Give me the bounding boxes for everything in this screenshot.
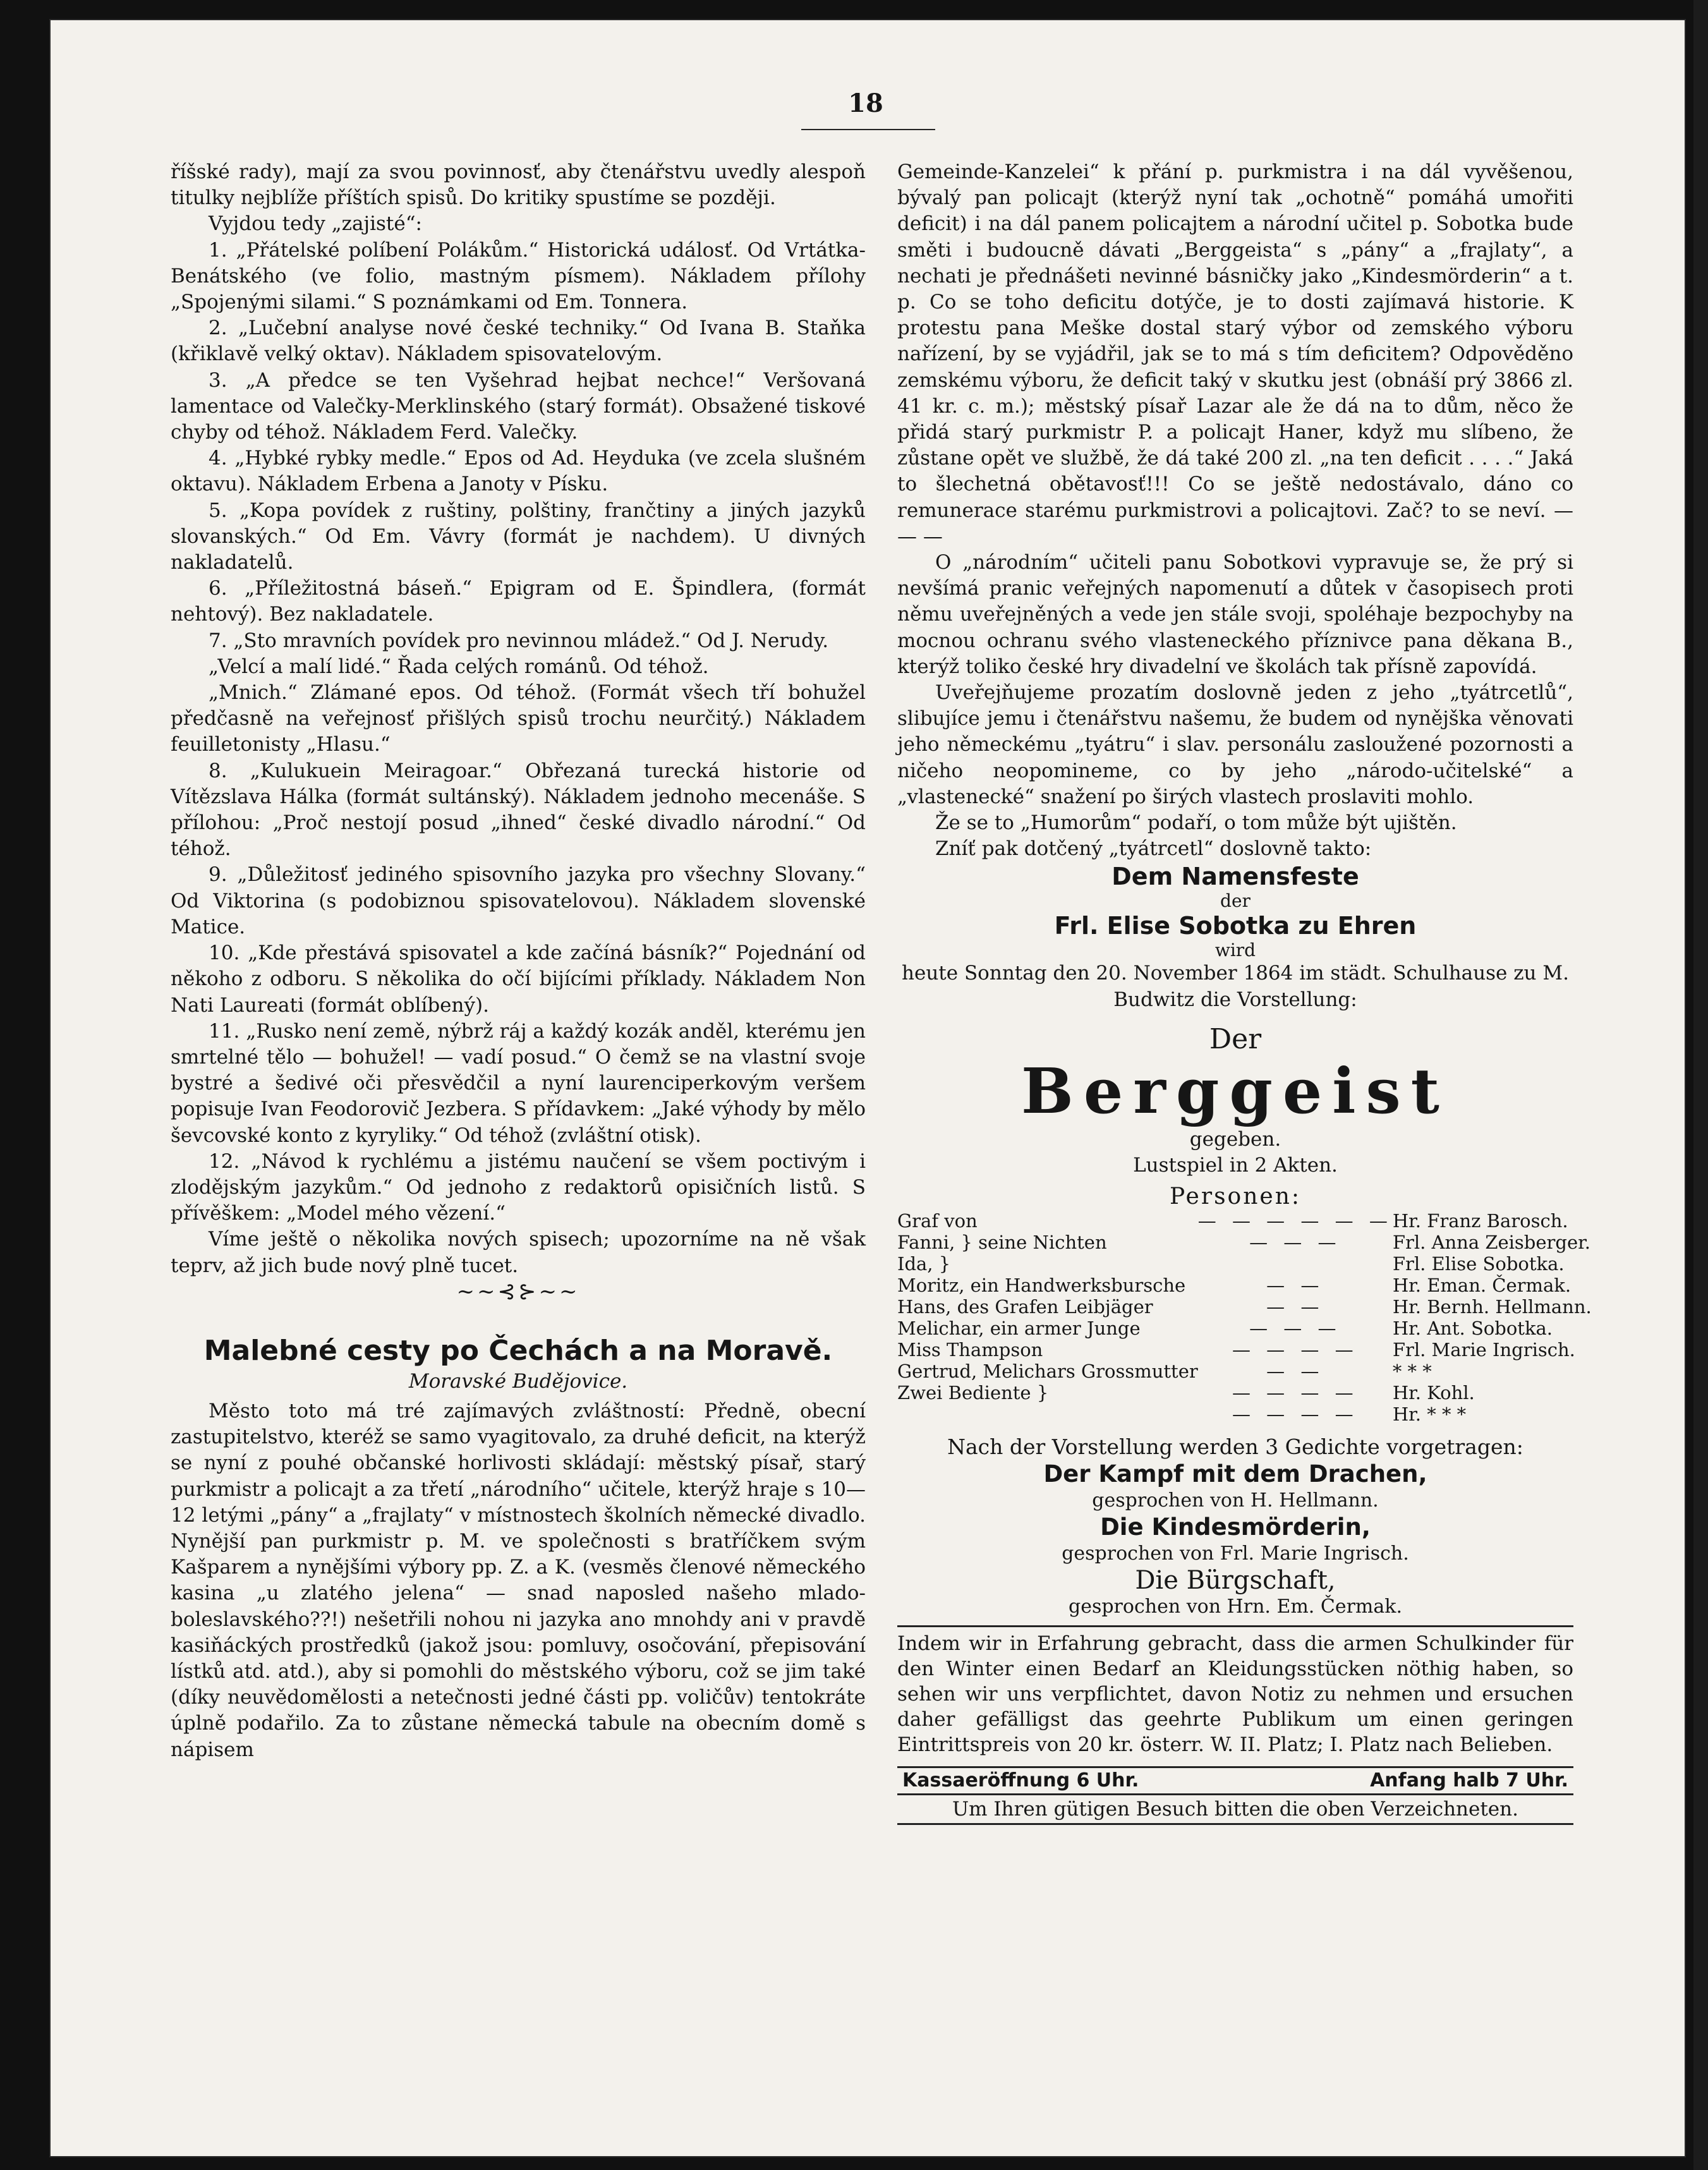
list-item: 6. „Příležitostná báseň.“ Epigram od E. Špindlera, (formát nehtový). Bez nakladatele. [171,577,866,626]
cast-actor: Frl. Elise Sobotka. [1392,1252,1565,1275]
list-item: 8. „Kulukuein Meiragoar.“ Obřezaná turecká historie od Vítězslava Hálka (formát sultánský). Nákladem jednoho mecenáše. S přílohou: „Proč nestojí posud „ihned“ české divadlo národní.“ Od téhož. [171,759,866,861]
table-row [897,1210,1592,1232]
cast-role: Fanni, } seine Nichten [897,1231,1107,1253]
table-row [897,1253,1592,1275]
cast-actor: Hr. Bernh. Hellmann. [1392,1295,1592,1318]
poem-performer: gesprochen von Hrn. Em. Čermak. [1069,1595,1402,1618]
publish-paragraph: Uveřejňujeme prozatím doslovně jeden z jeho „tyátrcetlů“, slibujíce jemu i čtenářstvu našemu, že budem od nynějška věnovati jeho německému „tyátru“ i slav. personálu zasloužené pozornosti a ničeho neopomineme, co by jeho „národo-učitelské“ a „vlastenecké“ snažení po širých vlastech proslaviti mohlo. [897,681,1573,808]
closing-line: Um Ihren gütigen Besuch bitten die oben Verzeichneten. [897,1795,1573,1825]
list-item: 5. „Kopa povídek z ruštiny, polštiny, frančtiny a jiných jazyků slovanských.“ Od Em. Vávry (formát je nachdem). U divných nakladatelů. [171,499,866,574]
continuation-paragraph: Gemeinde-Kanzelei“ k přání p. purkmistra i na dál vyvěšenou, bývalý pan policajt (kterýž nyní tak „ochotně“ pomáhá umořiti deficit) i na dál panem policajtem a národní učitel p. Sobotka bude směti i budoucně dávati „Berggeista“ s „pány“ a „frajlaty“, a nechati je přednášeti nevinné básničky jako „Kindesmörderin“ a t. p. Co se toho deficitu dotýče, je to dosti zajímavá historie. K protestu pana Meške dostal starý výbor od zemského výboru nařízení, by se vyjádřil, jak se to má s tím deficitem? Odpověděno zemskému výboru, že deficit taký v skutku jest (obnáší prý 3866 zl. 41 kr. c. m.); městský písař Lazar ale že dá na to dům, něco že přidá starý purkmistr P. a policajt Haner, když mu slíbeno, že zůstane opět ve službě, že dá také 200 zl. „na ten deficit . . . .“ Jaká to šlechetná obětavosť!!! Co se ještě nedostávalo, dáno co remunerace starému purkmistrovi a policajtovi. Zač? to se neví. — — — [897,161,1573,548]
poem-title: Die Kindesmörderin, [1100,1513,1371,1541]
list-item: 11. „Rusko není země, nýbrž ráj a každý kozák anděl, kterému jen smrtelné tělo — bohužel! — vadí posud.“ O čemž se na vlastní svoje bystré a šedivé oči přesvědčil a nyní laurenciperkovým veršem popisuje Ivan Feodorovič Jezbera. S přídavkem: „Jaké výhody by mělo ševcovské konto z kyryliky.“ Od téhož (zvláštní otisk). [171,1019,866,1147]
cast-heading: Personen: [1169,1184,1302,1210]
announce-line: Vyjdou tedy „zajisté“: [209,212,423,236]
scan-border [1693,0,1708,2170]
cast-actor: Hr. Franz Barosch. [1392,1209,1568,1232]
cast-role: Zwei Bediente } [897,1381,1049,1403]
table-row [897,1318,1592,1339]
left-column [171,159,866,1763]
cast-role: Gertrud, Melichars Grossmutter [897,1360,1198,1382]
cast-list [897,1210,1592,1425]
cast-actor: Frl. Marie Ingrisch. [1392,1338,1575,1361]
cast-dash: — — — — [1232,1403,1359,1425]
page-number: 18 [848,88,883,118]
poem-performer: gesprochen von Frl. Marie Ingrisch. [1062,1542,1409,1565]
list-item: 4. „Hybké rybky medle.“ Epos od Ad. Heyduka (ve zcela slušném oktavu). Nákladem Erbena a Janoty v Písku. [171,447,866,496]
cast-actor: Hr. * * * [1392,1403,1467,1425]
right-column [897,159,1592,1825]
playbill-intro: Zníť pak dotčený „tyátrcetl“ doslovně takto: [935,837,1372,861]
article-subtitle: Moravské Budějovice. [408,1369,628,1393]
cast-actor: Frl. Anna Zeisberger. [1392,1231,1591,1253]
play-title: Berggeist [1021,1055,1450,1128]
cast-role: Miss Thampson [897,1338,1043,1361]
cast-dash: — — — [1249,1231,1342,1253]
cast-role: Ida, } [897,1252,951,1275]
cast-dash [1198,1253,1393,1275]
list-item: 9. „Důležitosť jediného spisovního jazyka pro všechny Slovany.“ Od Viktorina (s podobiznou spisovatelovou). Nákladem slovenské Matice. [171,863,866,938]
cast-role: Moritz, ein Handwerksbursche [897,1274,1186,1296]
playbill-dedication: Dem Namensfeste [1111,863,1359,891]
cast-dash: — — — — — — [1197,1209,1393,1232]
cast-actor: Hr. Eman. Čermak. [1392,1274,1572,1296]
list-item: „Velcí a malí lidé.“ Řada celých románů. Od téhož. [209,655,709,678]
times-box [897,1766,1573,1795]
list-item: 10. „Kde přestává spisovatel a kde začíná básník?“ Pojednání od někoho z odboru. S několika do očí bijícími příklady. Nákladem Non Nati Laureati (formát oblíbený). [171,942,866,1017]
book-list [171,238,866,1227]
start-time: Anfang halb 7 Uhr. [1370,1769,1568,1791]
cast-role: Hans, des Grafen Leibjäger [897,1295,1153,1318]
cast-actor: Hr. Kohl. [1392,1381,1475,1403]
page-number-rule [801,129,935,130]
ornament-divider: ~~⊰⊱~~ [456,1278,580,1304]
poem-title: Die Bürgschaft, [1135,1565,1336,1595]
table-row [897,1361,1592,1382]
table-row [897,1296,1592,1318]
poem-title: Der Kampf mit dem Drachen, [1043,1460,1427,1488]
article-title: Malebné cesty po Čechách a na Moravě. [203,1334,833,1367]
cast-dash: — — — — [1232,1338,1359,1361]
teacher-paragraph: O „národním“ učiteli panu Sobotkovi vypravuje se, že prý si nevšímá pranic veřejných napomenutí a důtek v časopisech proti němu uveřejněných a vede jen stále svoji, spoléhaje bezpochyby na mocnou ochranu svého vlasteneckého příznivce pana děkana B., kterýž toliko české hry divadelní ve školách tak přísně zapovídá. [897,551,1573,678]
humor-line: Že se to „Humorům“ podaří, o tom může být ujištěn. [935,811,1457,835]
box-office-time: Kassaeröffnung 6 Uhr. [902,1769,1139,1791]
cast-role [897,1403,1198,1425]
list-item: 1. „Přátelské políbení Polákům.“ Historická událosť. Od Vrtátka-Benátského (ve folio, mastným písmem). Nákladem přílohy „Spojenými silami.“ S poznámkami od Em. Tonnera. [171,238,866,314]
poems-intro: Nach der Vorstellung werden 3 Gedichte vorgetragen: [947,1434,1523,1459]
cast-dash: — — — — [1232,1381,1359,1403]
list-item: 2. „Lučební analyse nové české techniky.“ Od Ivana B. Staňka (křiklavě velký oktav). Nákladem spisovatelovým. [171,317,866,366]
cast-dash: — — [1266,1295,1324,1318]
table-row [897,1232,1592,1253]
list-item: 12. „Návod k rychlému a jistému naučení se všem poctivým i zlodějským jazykům.“ Od jednoho z redaktorů opisičních listů. S přívěškem: „Model mého vězení.“ [171,1149,866,1225]
playbill-gegeben: gegeben. [1189,1127,1281,1151]
playbill-date-place: heute Sonntag den 20. November 1864 im städt. Schulhause zu M. Budwitz die Vorstellung: [902,962,1569,1011]
cast-actor: * * * [1392,1360,1432,1382]
cast-dash: — — [1266,1360,1324,1382]
playbill-honoree: Frl. Elise Sobotka zu Ehren [1054,912,1417,940]
list-item: 3. „A předce se ten Vyšehrad hejbat nechce!“ Veršovaná lamentace od Valečky-Merklinského (starý formát). Obsažené tiskové chyby od téhož. Nákladem Ferd. Valečky. [171,368,866,444]
article-body: Město toto má tré zajímavých zvláštností: Předně, obecní zastupitelstvo, kteréž se samo vyagitovalo, za druhé deficit, na kterýž se nyní z pouhé občanské horlivosti skládají: městský písař, starý purkmistr a policajt a za třetí „národního“ učitele, kterýž hraje s 10—12 letými „pány“ a „frajlaty“ v místnostech školních německé divadlo. Nynější pan purkmistr p. M. ve společnosti s bratříčkem svým Kašparem a nynějšími výbory pp. Z. a K. (vesměs členové německého kasina „u zlatého jelena“ — snad naposled našeho mlado-boleslavského??!) nešetřili nohou ni jazyka ano mnohdy ani v pravdě kasiňáckých prostředků (jakož jsou: pomluvy, osočování, přepisování lístků atd. atd.), aby si pomohli do městského výboru, což se jim také (díky neuvědomělosti a netečnosti jedné části pp. voličův) tentokráte úplně podařilo. Za to zůstane německá tabule na obecním domě s nápisem [171,1399,866,1761]
cast-dash: — — — [1249,1317,1342,1339]
charity-notice: Indem wir in Erfahrung gebracht, dass die armen Schulkinder für den Winter einen Bedarf an Kleidungsstücken nöthig haben, so sehen wir uns verpflichtet, davon Notiz zu nehmen und ersuchen daher gefälligst das geehrte Publikum um einen geringen Eintrittspreis von 20 kr. österr. W. II. Platz; I. Platz nach Belieben. [897,1625,1573,1757]
playbill-article: Der [1209,1022,1262,1055]
playbill [897,862,1592,1824]
list-item: „Mnich.“ Zlámané epos. Od téhož. (Formát všech tří bohužel předčasně na veřejnosť přišlých spisů trochu neurčitý.) Nákladem feuilletonisty „Hlasu.“ [171,681,866,756]
table-row [897,1275,1592,1296]
cast-actor: Hr. Ant. Sobotka. [1392,1317,1553,1339]
table-row [897,1339,1592,1361]
cast-dash: — — [1266,1274,1324,1296]
table-row [897,1403,1592,1425]
poem-performer: gesprochen von H. Hellmann. [1092,1489,1379,1512]
intro-paragraph: říšské rady), mají za svou povinnosť, aby čtenářstvu uvedly alespoň titulky nejblíže příštích spisů. Do kritiky spustíme se později. [171,161,866,210]
playbill-der: der [1220,890,1251,912]
cast-role: Melichar, ein armer Junge [897,1317,1141,1339]
outro-paragraph: Víme ještě o několika nových spisech; upozorníme na ně však teprv, až jich bude nový plně tucet. [171,1228,866,1277]
cast-role: Graf von [897,1209,978,1232]
play-genre: Lustspiel in 2 Akten. [1133,1154,1338,1177]
playbill-wird: wird [1214,940,1256,961]
list-item: 7. „Sto mravních povídek pro nevinnou mládež.“ Od J. Nerudy. [209,629,829,652]
table-row [897,1382,1592,1403]
